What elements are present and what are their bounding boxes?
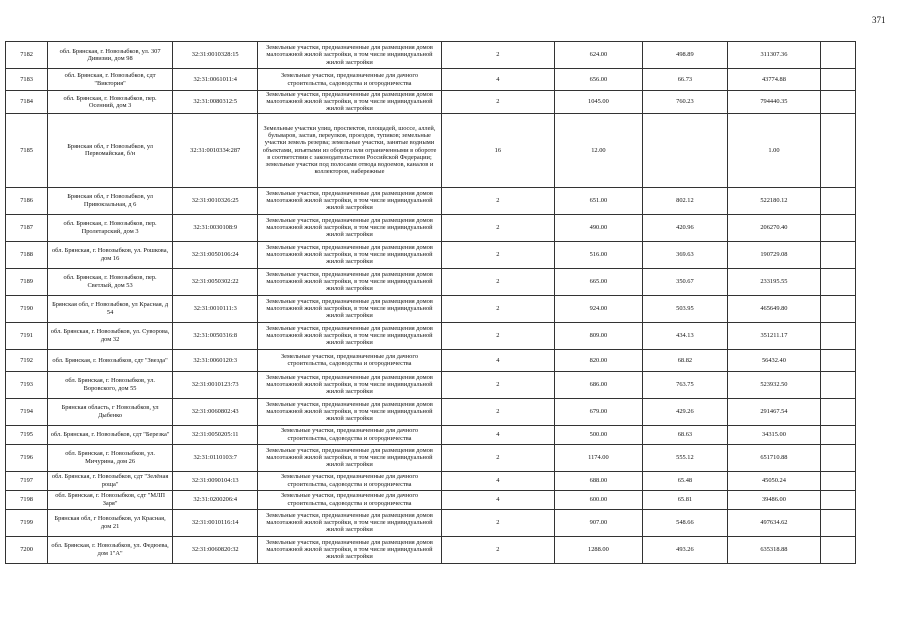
trailing-cell — [820, 509, 855, 536]
category-cell: 2 — [441, 509, 555, 536]
cadastral-number-cell: 32:31:0060820:32 — [172, 536, 258, 563]
cadastral-value-cell: 497634.62 — [728, 509, 821, 536]
land-use-cell: Земельные участки, предназначенные для дачного строительства, садоводства и огородничества — [258, 349, 441, 371]
rate-cell — [642, 113, 728, 187]
cadastral-number-cell: 32:31:0110103:7 — [172, 444, 258, 471]
trailing-cell — [820, 113, 855, 187]
address-cell: Брянская обл, г Новозыбков, ул Красная, д 54 — [48, 295, 173, 322]
cadastral-value-cell: 56432.40 — [728, 349, 821, 371]
trailing-cell — [820, 241, 855, 268]
cadastral-value-cell: 651710.88 — [728, 444, 821, 471]
table-row — [6, 69, 856, 91]
cadastral-number-cell: 32:31:0080312:5 — [172, 91, 258, 114]
cadastral-value-cell: 794440.35 — [728, 91, 821, 114]
land-use-cell: Земельные участки, предназначенные для размещения домов малоэтажной жилой застройки, в том числе индивидуальной жилой застройки — [258, 295, 441, 322]
land-use-cell: Земельные участки, предназначенные для дачного строительства, садоводства и огородничества — [258, 69, 441, 91]
rate-cell: 802.12 — [642, 187, 728, 214]
address-cell: обл. Брянская, г. Новозыбков, ул. 307 Дивизии, дом 98 — [48, 42, 173, 69]
trailing-cell — [820, 425, 855, 444]
rate-cell: 503.95 — [642, 295, 728, 322]
area-cell: 490.00 — [555, 214, 643, 241]
table-row — [6, 187, 856, 214]
trailing-cell — [820, 42, 855, 69]
land-use-cell: Земельные участки улиц, проспектов, площадей, шоссе, аллей, бульваров, застав, переулков, проездов, тупиков; земельные участки земель резерва; земельные участки, занятые водными объектами, изъятыми из оборота или ограниченными в обороте в соответствии с законодательством Российской Федерации; земельные участки под полосами отвода водоемов, каналов и коллекторов, набережные — [258, 113, 441, 187]
address-cell: обл. Брянская, г. Новозыбков, сдт "Звезда" — [48, 349, 173, 371]
row-number-cell: 7200 — [6, 536, 48, 563]
table-row — [6, 536, 856, 563]
trailing-cell — [820, 490, 855, 509]
table-row — [6, 371, 856, 398]
row-number-cell: 7189 — [6, 268, 48, 295]
row-number-cell: 7182 — [6, 42, 48, 69]
cadastral-number-cell: 32:31:0010328:15 — [172, 42, 258, 69]
cadastral-value-cell: 39486.00 — [728, 490, 821, 509]
cadastral-value-cell: 190729.08 — [728, 241, 821, 268]
land-use-cell: Земельные участки, предназначенные для размещения домов малоэтажной жилой застройки, в том числе индивидуальной жилой застройки — [258, 444, 441, 471]
address-cell: обл. Брянская, г. Новозыбков, сдт "Березка" — [48, 425, 173, 444]
area-cell: 686.00 — [555, 371, 643, 398]
table-row — [6, 398, 856, 425]
cadastral-value-cell: 43774.88 — [728, 69, 821, 91]
table-row — [6, 295, 856, 322]
cadastral-number-cell: 32:31:0010123:73 — [172, 371, 258, 398]
cadastral-value-cell: 522180.12 — [728, 187, 821, 214]
table-row — [6, 241, 856, 268]
cadastral-value-cell: 523932.50 — [728, 371, 821, 398]
cadastral-number-cell: 32:31:0050302:22 — [172, 268, 258, 295]
table-row — [6, 490, 856, 509]
table-row — [6, 349, 856, 371]
category-cell: 2 — [441, 295, 555, 322]
table-row — [6, 214, 856, 241]
row-number-cell: 7185 — [6, 113, 48, 187]
row-number-cell: 7187 — [6, 214, 48, 241]
area-cell: 1288.00 — [555, 536, 643, 563]
land-use-cell: Земельные участки, предназначенные для размещения домов малоэтажной жилой застройки, в том числе индивидуальной жилой застройки — [258, 536, 441, 563]
row-number-cell: 7193 — [6, 371, 48, 398]
rate-cell: 434.13 — [642, 322, 728, 349]
area-cell: 907.00 — [555, 509, 643, 536]
row-number-cell: 7194 — [6, 398, 48, 425]
land-use-cell: Земельные участки, предназначенные для размещения домов малоэтажной жилой застройки, в том числе индивидуальной жилой застройки — [258, 268, 441, 295]
rate-cell: 369.63 — [642, 241, 728, 268]
area-cell: 809.00 — [555, 322, 643, 349]
category-cell: 2 — [441, 444, 555, 471]
address-cell: Брянская область, г Новозыбков, ул Дыбенко — [48, 398, 173, 425]
address-cell: обл. Брянская, г. Новозыбков, ул. Федюева, дом 1"А" — [48, 536, 173, 563]
row-number-cell: 7198 — [6, 490, 48, 509]
area-cell: 500.00 — [555, 425, 643, 444]
cadastral-number-cell: 32:31:0030108:9 — [172, 214, 258, 241]
table-row — [6, 268, 856, 295]
trailing-cell — [820, 444, 855, 471]
area-cell: 688.00 — [555, 471, 643, 490]
trailing-cell — [820, 214, 855, 241]
row-number-cell: 7188 — [6, 241, 48, 268]
cadastral-number-cell: 32:31:0010116:14 — [172, 509, 258, 536]
cadastral-number-cell: 32:31:0010326:25 — [172, 187, 258, 214]
area-cell: 516.00 — [555, 241, 643, 268]
row-number-cell: 7184 — [6, 91, 48, 114]
cadastral-number-cell: 32:31:0010334:287 — [172, 113, 258, 187]
trailing-cell — [820, 371, 855, 398]
cadastral-value-cell: 45050.24 — [728, 471, 821, 490]
area-cell: 624.00 — [555, 42, 643, 69]
cadastral-number-cell: 32:31:0200206:4 — [172, 490, 258, 509]
land-use-cell: Земельные участки, предназначенные для размещения домов малоэтажной жилой застройки, в том числе индивидуальной жилой застройки — [258, 371, 441, 398]
category-cell: 2 — [441, 42, 555, 69]
address-cell: Брянская обл, г Новозыбков, ул Первомайская, б/н — [48, 113, 173, 187]
category-cell: 2 — [441, 241, 555, 268]
area-cell: 1045.00 — [555, 91, 643, 114]
address-cell: Брянская обл, г Новозыбков, ул Красная, дом 21 — [48, 509, 173, 536]
table-row — [6, 42, 856, 69]
trailing-cell — [820, 322, 855, 349]
row-number-cell: 7195 — [6, 425, 48, 444]
cadastral-number-cell: 32:31:0050106:24 — [172, 241, 258, 268]
category-cell: 4 — [441, 425, 555, 444]
table-row — [6, 509, 856, 536]
cadastral-number-cell: 32:31:0061011:4 — [172, 69, 258, 91]
rate-cell: 68.63 — [642, 425, 728, 444]
land-use-cell: Земельные участки, предназначенные для размещения домов малоэтажной жилой застройки, в том числе индивидуальной жилой застройки — [258, 398, 441, 425]
cadastral-value-cell: 233195.55 — [728, 268, 821, 295]
rate-cell: 760.23 — [642, 91, 728, 114]
rate-cell: 498.89 — [642, 42, 728, 69]
cadastral-value-cell: 465649.80 — [728, 295, 821, 322]
land-use-cell: Земельные участки, предназначенные для размещения домов малоэтажной жилой застройки, в том числе индивидуальной жилой застройки — [258, 214, 441, 241]
row-number-cell: 7197 — [6, 471, 48, 490]
category-cell: 2 — [441, 187, 555, 214]
category-cell: 4 — [441, 471, 555, 490]
area-cell: 12.00 — [555, 113, 643, 187]
cadastral-value-cell: 1.00 — [728, 113, 821, 187]
trailing-cell — [820, 295, 855, 322]
cadastral-number-cell: 32:31:0050316:8 — [172, 322, 258, 349]
cadastral-value-cell: 34315.00 — [728, 425, 821, 444]
area-cell: 1174.00 — [555, 444, 643, 471]
row-number-cell: 7190 — [6, 295, 48, 322]
rate-cell: 65.81 — [642, 490, 728, 509]
table-row — [6, 91, 856, 114]
land-use-cell: Земельные участки, предназначенные для дачного строительства, садоводства и огородничества — [258, 490, 441, 509]
area-cell: 600.00 — [555, 490, 643, 509]
category-cell: 2 — [441, 536, 555, 563]
address-cell: обл. Брянская, г. Новозыбков, ул. Мичурина, дом 26 — [48, 444, 173, 471]
area-cell: 820.00 — [555, 349, 643, 371]
cadastral-value-cell: 311307.36 — [728, 42, 821, 69]
address-cell: обл. Брянская, г. Новозыбков, пер. Осенний, дом 3 — [48, 91, 173, 114]
area-cell: 656.00 — [555, 69, 643, 91]
table-row — [6, 471, 856, 490]
area-cell: 679.00 — [555, 398, 643, 425]
category-cell: 2 — [441, 91, 555, 114]
category-cell: 2 — [441, 398, 555, 425]
address-cell: обл. Брянская, г. Новозыбков, ул. Рошкова, дом 16 — [48, 241, 173, 268]
table-body — [6, 42, 856, 564]
address-cell: обл. Брянская, г. Новозыбков, пер. Светлый, дом 53 — [48, 268, 173, 295]
row-number-cell: 7192 — [6, 349, 48, 371]
category-cell: 4 — [441, 490, 555, 509]
row-number-cell: 7196 — [6, 444, 48, 471]
category-cell: 4 — [441, 69, 555, 91]
trailing-cell — [820, 91, 855, 114]
rate-cell: 420.96 — [642, 214, 728, 241]
trailing-cell — [820, 69, 855, 91]
area-cell: 651.00 — [555, 187, 643, 214]
row-number-cell: 7186 — [6, 187, 48, 214]
land-valuation-table — [5, 41, 856, 564]
rate-cell: 555.12 — [642, 444, 728, 471]
address-cell: обл. Брянская, г. Новозыбков, пер. Пролетарский, дом 3 — [48, 214, 173, 241]
table-row — [6, 425, 856, 444]
trailing-cell — [820, 536, 855, 563]
address-cell: обл. Брянская, г. Новозыбков, сдт "Виктория" — [48, 69, 173, 91]
land-use-cell: Земельные участки, предназначенные для размещения домов малоэтажной жилой застройки, в том числе индивидуальной жилой застройки — [258, 509, 441, 536]
row-number-cell: 7183 — [6, 69, 48, 91]
category-cell: 4 — [441, 349, 555, 371]
land-use-cell: Земельные участки, предназначенные для размещения домов малоэтажной жилой застройки, в том числе индивидуальной жилой застройки — [258, 241, 441, 268]
trailing-cell — [820, 471, 855, 490]
rate-cell: 763.75 — [642, 371, 728, 398]
cadastral-number-cell: 32:31:0060120:3 — [172, 349, 258, 371]
address-cell: Брянская обл, г Новозыбков, ул Привокзальная, д 6 — [48, 187, 173, 214]
page-number: 371 — [872, 15, 886, 25]
category-cell: 2 — [441, 322, 555, 349]
trailing-cell — [820, 187, 855, 214]
rate-cell: 429.26 — [642, 398, 728, 425]
rate-cell: 65.48 — [642, 471, 728, 490]
area-cell: 924.00 — [555, 295, 643, 322]
address-cell: обл. Брянская, г. Новозыбков, сдт "МЛП Заря" — [48, 490, 173, 509]
cadastral-value-cell: 635318.88 — [728, 536, 821, 563]
rate-cell: 493.26 — [642, 536, 728, 563]
cadastral-number-cell: 32:31:0050205:11 — [172, 425, 258, 444]
category-cell: 2 — [441, 371, 555, 398]
trailing-cell — [820, 268, 855, 295]
rate-cell: 350.67 — [642, 268, 728, 295]
area-cell: 665.00 — [555, 268, 643, 295]
category-cell: 16 — [441, 113, 555, 187]
table-row — [6, 113, 856, 187]
table-row — [6, 322, 856, 349]
address-cell: обл. Брянская, г. Новозыбков, ул. Воровского, дом 55 — [48, 371, 173, 398]
cadastral-number-cell: 32:31:0010111:3 — [172, 295, 258, 322]
rate-cell: 68.82 — [642, 349, 728, 371]
rate-cell: 66.73 — [642, 69, 728, 91]
land-use-cell: Земельные участки, предназначенные для размещения домов малоэтажной жилой застройки, в том числе индивидуальной жилой застройки — [258, 187, 441, 214]
land-use-cell: Земельные участки, предназначенные для размещения домов малоэтажной жилой застройки, в том числе индивидуальной жилой застройки — [258, 322, 441, 349]
trailing-cell — [820, 398, 855, 425]
category-cell: 2 — [441, 214, 555, 241]
address-cell: обл. Брянская, г. Новозыбков, ул. Суворова, дом 32 — [48, 322, 173, 349]
table-row — [6, 444, 856, 471]
cadastral-number-cell: 32:31:0090104:13 — [172, 471, 258, 490]
cadastral-value-cell: 351211.17 — [728, 322, 821, 349]
row-number-cell: 7199 — [6, 509, 48, 536]
cadastral-value-cell: 291467.54 — [728, 398, 821, 425]
trailing-cell — [820, 349, 855, 371]
address-cell: обл. Брянская, г. Новозыбков, сдт "Зелёная роща" — [48, 471, 173, 490]
cadastral-value-cell: 206270.40 — [728, 214, 821, 241]
cadastral-number-cell: 32:31:0060802:43 — [172, 398, 258, 425]
land-use-cell: Земельные участки, предназначенные для дачного строительства, садоводства и огородничества — [258, 425, 441, 444]
row-number-cell: 7191 — [6, 322, 48, 349]
category-cell: 2 — [441, 268, 555, 295]
land-use-cell: Земельные участки, предназначенные для размещения домов малоэтажной жилой застройки, в том числе индивидуальной жилой застройки — [258, 91, 441, 114]
land-use-cell: Земельные участки, предназначенные для размещения домов малоэтажной жилой застройки, в том числе индивидуальной жилой застройки — [258, 42, 441, 69]
rate-cell: 548.66 — [642, 509, 728, 536]
land-use-cell: Земельные участки, предназначенные для дачного строительства, садоводства и огородничества — [258, 471, 441, 490]
